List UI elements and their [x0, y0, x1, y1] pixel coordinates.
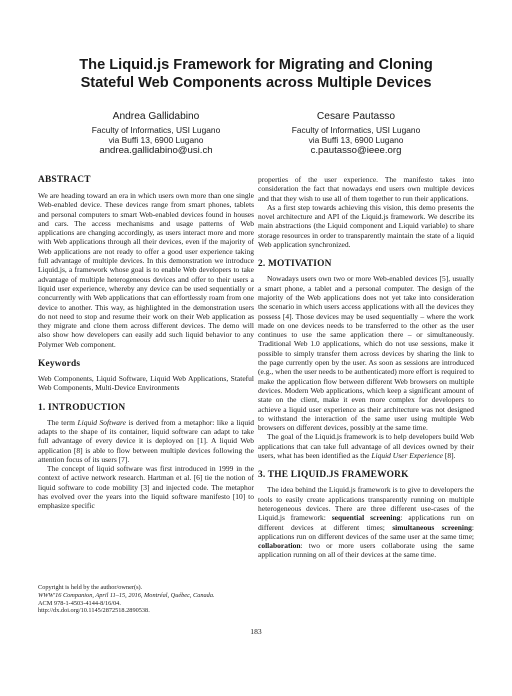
author-affiliation: Faculty of Informatics, USI Lugano [91, 125, 221, 135]
page-number: 183 [250, 627, 262, 636]
right-column [258, 175, 474, 560]
author-block-2 [256, 110, 456, 157]
introduction-paragraph-1: The term Liquid Software is derived from a metaphor: like a liquid adapts to the shape of its container, liquid software can adapt to take full advantage of every device it is deployed on [1]. A liquid Web application [8] is able to flow between multiple devices following the attention focus of its users [7]. [38, 417, 254, 464]
author-email: andrea.gallidabino@usi.ch [99, 145, 213, 156]
paper-title [40, 56, 472, 92]
author-affiliation: Faculty of Informatics, USI Lugano [291, 125, 421, 135]
abstract-heading: ABSTRACT [38, 175, 91, 185]
left-column [38, 175, 254, 511]
author-email: c.pautasso@ieee.org [310, 145, 402, 156]
author-address: via Buffi 13, 6900 Lugano [108, 135, 204, 145]
introduction-paragraph-2: The concept of liquid software was first introduced in 1999 in the context of active network research. Hartman et al. [6] tie the notion of liquid software to code mobility [3] and injected code. The metaphor has evolved over the years into the liquid software manifesto [10] to emphasize specific [38, 464, 254, 511]
author-name: Andrea Gallidabino [112, 111, 200, 122]
footnote-venue: WWW'16 Companion, April 11–15, 2016, Montréal, Québec, Canada. [38, 591, 215, 599]
keywords-text: Web Components, Liquid Software, Liquid Web Applications, Stateful Web Components, Multi-Device Environments [38, 374, 254, 393]
title-line-2: Stateful Web Components across Multiple Devices [80, 75, 432, 91]
keywords-heading: Keywords [38, 359, 81, 370]
footnote-isbn: ACM 978-1-4503-4144-8/16/04. [38, 599, 121, 607]
copyright-footnote [38, 584, 254, 615]
right-paragraph-1: properties of the user experience. The manifesto takes into consideration the fact that nowadays end users own multiple devices and that they wish to use all of them together to run their applications. [258, 175, 474, 203]
abstract-text: We are heading toward an era in which users own more than one single Web-enabled device. These devices range from smart phones, tablets and personal computers to smart Web-enabled devices found in houses and cars. The access mechanisms and usage patterns of Web applications are changing accordingly, as users interact more and more with Web applications through all their devices, even if the majority of Web applications are not ready to offer a good user experience taking full advantage of multiple devices. In this demonstration we introduce Liquid.js, a framework whose goal is to enable Web developers to take advantage of multiple heterogeneous devices and offer to their users a liquid user experience, whereby any device can be used sequentially or concurrently with Web applications that can effortlessly roam from one device to another. This way, as highlighted in the demonstration users do not need to stop and resume their work on their Web application as they migrate and clone them across different devices. The demo will also show how developers can easily add such liquid behavior to any Polymer Web component. [38, 191, 254, 349]
introduction-heading: 1. INTRODUCTION [38, 402, 126, 413]
footnote-doi: http://dx.doi.org/10.1145/2872518.2890538. [38, 607, 150, 615]
footnote-copyright: Copyright is held by the author/owner(s). [38, 584, 143, 591]
motivation-paragraph-1: Nowadays users own two or more Web-enabled devices [5], usually a smart phone, a tablet and a personal computer. The design of the majority of the Web applications does not yet take into consideration the scenario in which users access applications with all the devices they possess [4]. Those devices may be used sequentially – where the work made on one devices needs to be transferred to the other as the user continues to use the same application there – or simultaneously. Traditional Web 1.0 applications, which do not use sessions, make it possible to simply transfer them across devices by sharing the link to the page currently open by the user. As soon as sessions are introduced (e.g., when the user needs to be authenticated) more effort is required to make the application flow between different Web browsers on multiple devices. Modern Web applications, which keep a significant amount of state on the client, make it even more complex for developers to achieve a liquid user experience as their architecture was not designed to withstand the interaction of the same user using multiple Web browsers on different devices, possibly at the same time. [258, 274, 474, 433]
framework-heading: 3. THE LIQUID.JS FRAMEWORK [258, 470, 409, 481]
motivation-heading: 2. MOTIVATION [258, 259, 332, 270]
title-line-1: The Liquid.js Framework for Migrating and Cloning [79, 57, 433, 73]
right-paragraph-2: As a first step towards achieving this vision, this demo presents the novel architecture and API of the Liquid.js framework. We describe its main abstractions (the Liquid component and Liquid variable) to share storage resources in order to transparently maintain the state of a liquid Web application synchronized. [258, 202, 474, 250]
motivation-paragraph-2: The goal of the Liquid.js framework is to help developers build Web applications that can take full advantage of all devices owned by their users, what has been identified as the Liquid User Experience [8]. [258, 432, 474, 461]
author-block-1 [56, 110, 256, 157]
author-name: Cesare Pautasso [316, 111, 396, 122]
author-address: via Buffi 13, 6900 Lugano [308, 135, 404, 145]
framework-paragraph-1: The idea behind the Liquid.js framework is to give to developers the tools to easily create applications transparently running on multiple heterogeneous devices. There are three different use-cases of the Liquid.js framework: sequential screening: applications run on different devices at different times; simultaneous screening: applications run on different devices of the same user at the same time; collaboration: two or more users collaborate using the same application running on all of their devices at the same time. [258, 485, 474, 560]
